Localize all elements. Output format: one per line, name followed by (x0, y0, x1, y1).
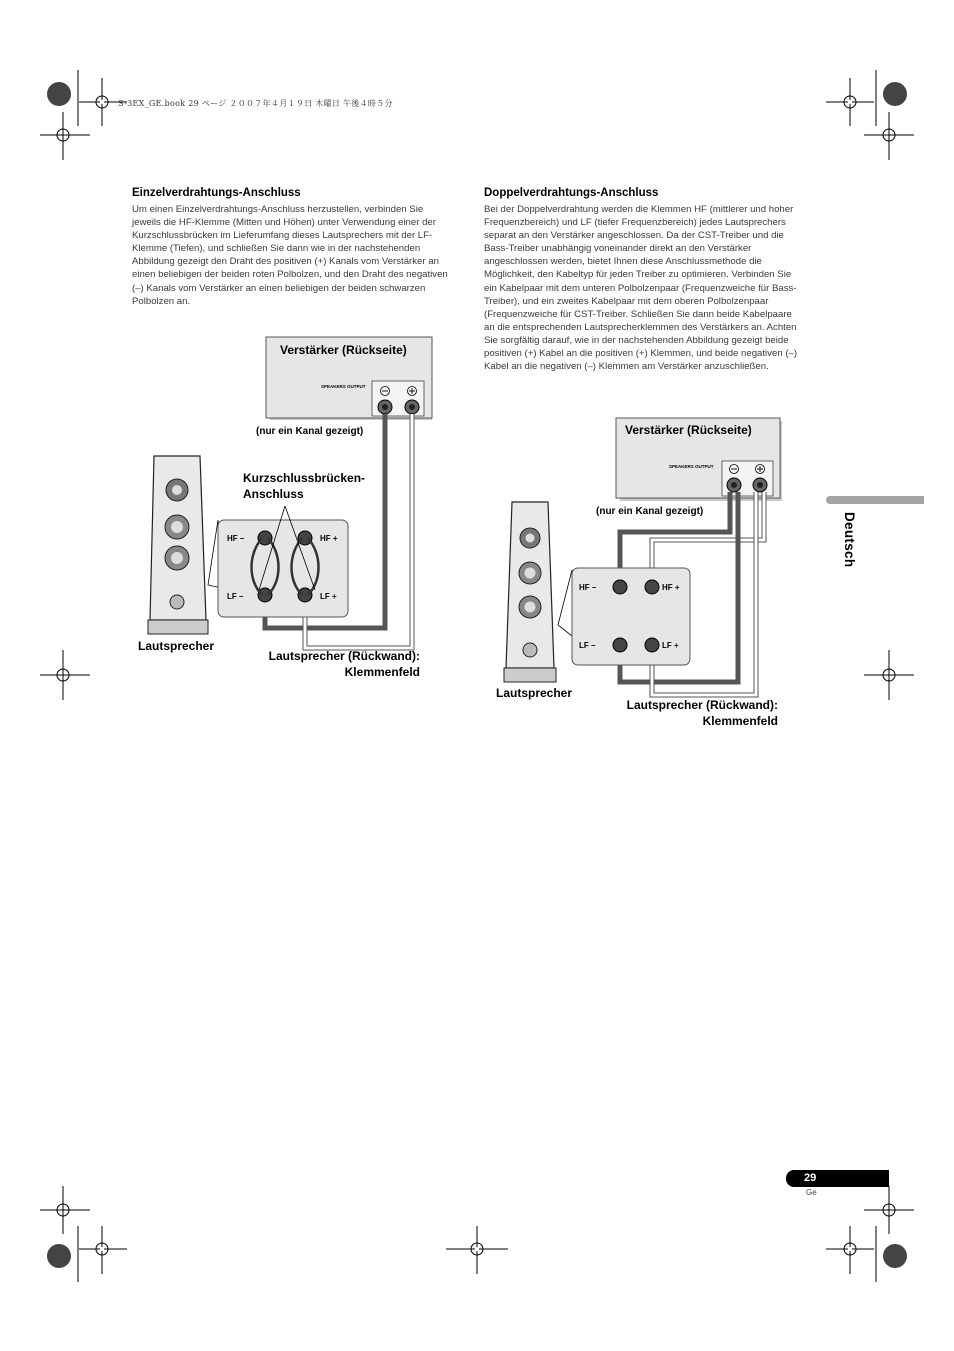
port-icon (523, 643, 537, 657)
single-wiring-section (132, 187, 448, 308)
panel-label-line2: Klemmenfeld (702, 714, 778, 728)
hf-minus-terminal (258, 531, 272, 545)
hf-plus-label: HF + (320, 534, 338, 543)
bi-wiring-diagram (490, 410, 810, 740)
language-tab (826, 496, 924, 504)
single-wiring-body: Um einen Einzelverdrahtungs-Anschluss herzustellen, verbinden Sie jeweils die HF-Klemme (Mitten und Höhen) unter Verwendung einer der Kurzschlussbrücken im Lieferumfang dieses Lautsprechers mit der LF-Klemme (Tiefen), und schließen Sie dann wie in der nachstehenden Abbildung gezeigt den Draht des positiven (+) Kanals vom Verstärker an einen beliebigen der beiden roten Polbolzen, und den Draht des negativen (–) Kanals vom Verstärker an einen beliebigen der beiden schwarzen Polbolzen an. (132, 204, 448, 307)
panel-label-line1: Lautsprecher (Rückwand): (268, 649, 420, 663)
file-info-header: S-3EX_GE.book 29 ページ ２００７年４月１９日 木曜日 午後４時５分 (118, 99, 393, 108)
lf-plus-terminal (298, 588, 312, 602)
speakers-output-label: SPEAKERS OUTPUT (321, 384, 366, 389)
bi-wiring-body: Bei der Doppelverdrahtung werden die Klemmen HF (mittlerer und hoher Frequenzbereich) und LF (tiefer Frequenzbereich) jedes Lautsprechers separat an den Verstärker angeschlossen. Da der CST-Treiber und die Bass-Treiber unabhängig voneinander direkt an den Verstärker angeschlossen werden, bietet Ihnen diese Anschlussmethode die Möglichkeit, den Kabeltyp für jeden Treiber zu optimieren. Verbinden Sie ein Kabelpaar mit dem unteren Polbolzenpaar (Frequenzweiche für Bass-Treiber), und ein zweites Kabelpaar mit dem oberen Polbolzenpaar (Frequenzweiche für CST-Treiber. Schließen Sie dann beide Kabelpaare an die entsprechenden Lautsprecherklemmen des Verstärkers an. Achten Sie sorgfältig darauf, wie in der nachstehenden Abbildung gezeigt beide positiven (+) Kabel an die positiven (+) Klemmen, und beide negativen (–) Kabel an die negativen (–) Klemmen am Verstärker anzuschließen. (484, 204, 798, 373)
lf-plus-label: LF + (662, 641, 679, 650)
language-label: Deutsch (842, 512, 857, 568)
single-wiring-heading: Einzelverdrahtungs-Anschluss (132, 187, 301, 199)
speakers-output-label: SPEAKERS OUTPUT (669, 464, 714, 469)
channel-note: (nur ein Kanal gezeigt) (596, 506, 704, 517)
bridge-label-line1: Kurzschlussbrücken- (243, 471, 366, 485)
hf-minus-terminal (613, 580, 627, 594)
amplifier-title: Verstärker (Rückseite) (280, 343, 407, 357)
channel-note: (nur ein Kanal gezeigt) (256, 426, 364, 437)
hf-plus-terminal (298, 531, 312, 545)
page-number: 29 (786, 1170, 889, 1187)
hf-minus-label: HF – (579, 583, 597, 592)
lf-plus-label: LF + (320, 592, 337, 601)
lf-minus-terminal (613, 638, 627, 652)
panel-label-line2: Klemmenfeld (344, 665, 420, 679)
panel-label-line1: Lautsprecher (Rückwand): (626, 698, 778, 712)
bi-wiring-section (484, 187, 800, 373)
hf-plus-terminal (645, 580, 659, 594)
amplifier-title: Verstärker (Rückseite) (625, 423, 752, 437)
lf-minus-label: LF – (579, 641, 596, 650)
bi-wiring-heading: Doppelverdrahtungs-Anschluss (484, 187, 659, 199)
hf-plus-label: HF + (662, 583, 680, 592)
hf-minus-label: HF – (227, 534, 245, 543)
speaker-label: Lautsprecher (496, 686, 573, 700)
speaker-label: Lautsprecher (138, 639, 215, 653)
port-icon (170, 595, 184, 609)
page-language-code: Ge (806, 1188, 817, 1197)
single-wiring-diagram (130, 330, 450, 690)
lf-minus-terminal (258, 588, 272, 602)
lf-minus-label: LF – (227, 592, 244, 601)
bridge-label-line2: Anschluss (243, 487, 304, 501)
lf-plus-terminal (645, 638, 659, 652)
